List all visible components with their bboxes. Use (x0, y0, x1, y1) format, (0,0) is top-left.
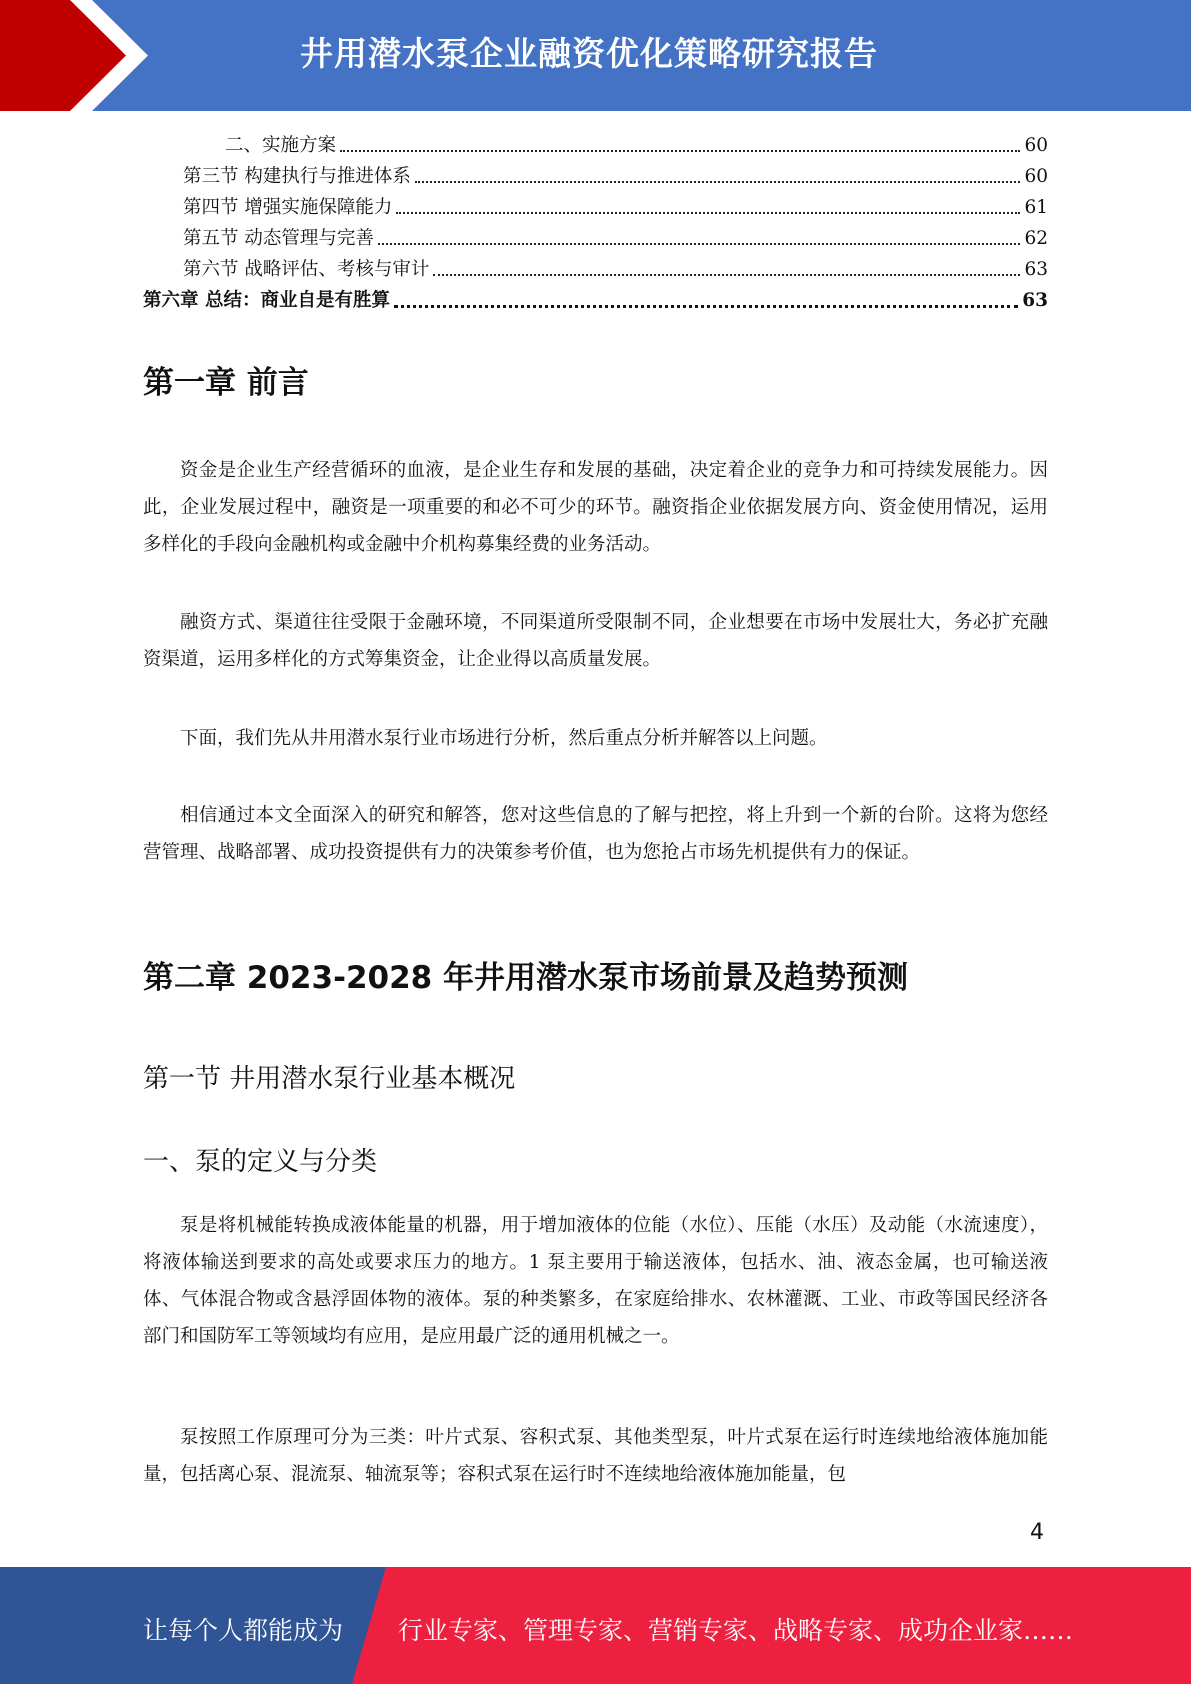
toc-entry-title: 二、实施方案 (225, 135, 337, 156)
table-of-contents (143, 130, 1048, 316)
chapter-2-heading: 第二章 2023-2028 年井用潜水泵市场前景及趋势预测 (143, 960, 909, 996)
chapter-1-paragraph: 资金是企业生产经营循环的血液，是企业生存和发展的基础，决定着企业的竞争力和可持续发展能力。因此，企业发展过程中，融资是一项重要的和必不可少的环节。融资指企业依据发展方向、资金使用情况，运用多样化的手段向金融机构或金融中介机构募集经费的业务活动。 (143, 460, 1048, 555)
toc-entry-title: 第六章 总结：商业自是有胜算 (143, 290, 390, 311)
toc-entry[interactable] (143, 161, 1048, 192)
chapter-1-paragraph: 融资方式、渠道往往受限于金融环境，不同渠道所受限制不同，企业想要在市场中发展壮大，务必扩充融资渠道，运用多样化的方式筹集资金，让企业得以高质量发展。 (143, 612, 1048, 670)
toc-entry-title: 第三节 构建执行与推进体系 (183, 166, 411, 187)
page-header (0, 0, 1191, 111)
toc-entry-chapter[interactable] (143, 285, 1048, 316)
footer-slogan-left: 让每个人都能成为 (143, 1616, 344, 1645)
toc-leader-dots (394, 304, 1018, 308)
chapter-2-paragraph: 泵按照工作原理可分为三类：叶片式泵、容积式泵、其他类型泵，叶片式泵在运行时连续地给液体施加能量，包括离心泵、混流泵、轴流泵等；容积式泵在运行时不连续地给液体施加能量，包 (143, 1427, 1048, 1485)
chapter-1-paragraph: 相信通过本文全面深入的研究和解答，您对这些信息的了解与把控，将上升到一个新的台阶。这将为您经营管理、战略部署、成功投资提供有力的决策参考价值，也为您抢占市场先机提供有力的保证。 (143, 805, 1048, 863)
toc-entry-page: 60 (1024, 135, 1048, 156)
header-arrow-decoration (0, 0, 160, 111)
toc-leader-dots (396, 211, 1020, 214)
toc-entry-page: 61 (1024, 197, 1048, 218)
toc-entry-page: 60 (1024, 166, 1048, 187)
toc-entry-title: 第四节 增强实施保障能力 (183, 197, 393, 218)
toc-entry-page: 63 (1022, 290, 1048, 311)
subsection-heading: 一、泵的定义与分类 (143, 1147, 378, 1177)
header-title: 井用潜水泵企业融资优化策略研究报告 (300, 34, 878, 73)
toc-leader-dots (378, 242, 1021, 245)
page-number: 4 (1030, 1520, 1044, 1545)
chapter-1-paragraph: 下面，我们先从井用潜水泵行业市场进行分析，然后重点分析并解答以上问题。 (180, 728, 828, 749)
toc-leader-dots (433, 273, 1020, 276)
toc-entry-page: 63 (1024, 259, 1048, 280)
toc-entry-page: 62 (1024, 228, 1048, 249)
toc-leader-dots (415, 180, 1021, 183)
toc-leader-dots (340, 149, 1020, 152)
toc-entry[interactable] (143, 254, 1048, 285)
page-footer (0, 1567, 1191, 1684)
chapter-2-paragraph: 泵是将机械能转换成液体能量的机器，用于增加液体的位能（水位）、压能（水压）及动能（水流速度），将液体输送到要求的高处或要求压力的地方。1 泵主要用于输送液体，包括水、油、液态金属，也可输送液体、气体混合物或含悬浮固体物的液体。泵的种类繁多，在家庭给排水、农林灌溉、工业、市政等国民经济各部门和国防军工等领域均有应用，是应用最广泛的通用机械之一。 (143, 1215, 1048, 1347)
chapter-1-heading: 第一章 前言 (143, 365, 309, 401)
toc-entry[interactable] (143, 130, 1048, 161)
toc-entry[interactable] (143, 192, 1048, 223)
section-heading: 第一节 井用潜水泵行业基本概况 (143, 1064, 516, 1094)
footer-slogan-right: 行业专家、管理专家、营销专家、战略专家、成功企业家…… (398, 1616, 1074, 1645)
toc-entry-title: 第六节 战略评估、考核与审计 (183, 259, 430, 280)
toc-entry[interactable] (143, 223, 1048, 254)
toc-entry-title: 第五节 动态管理与完善 (183, 228, 374, 249)
